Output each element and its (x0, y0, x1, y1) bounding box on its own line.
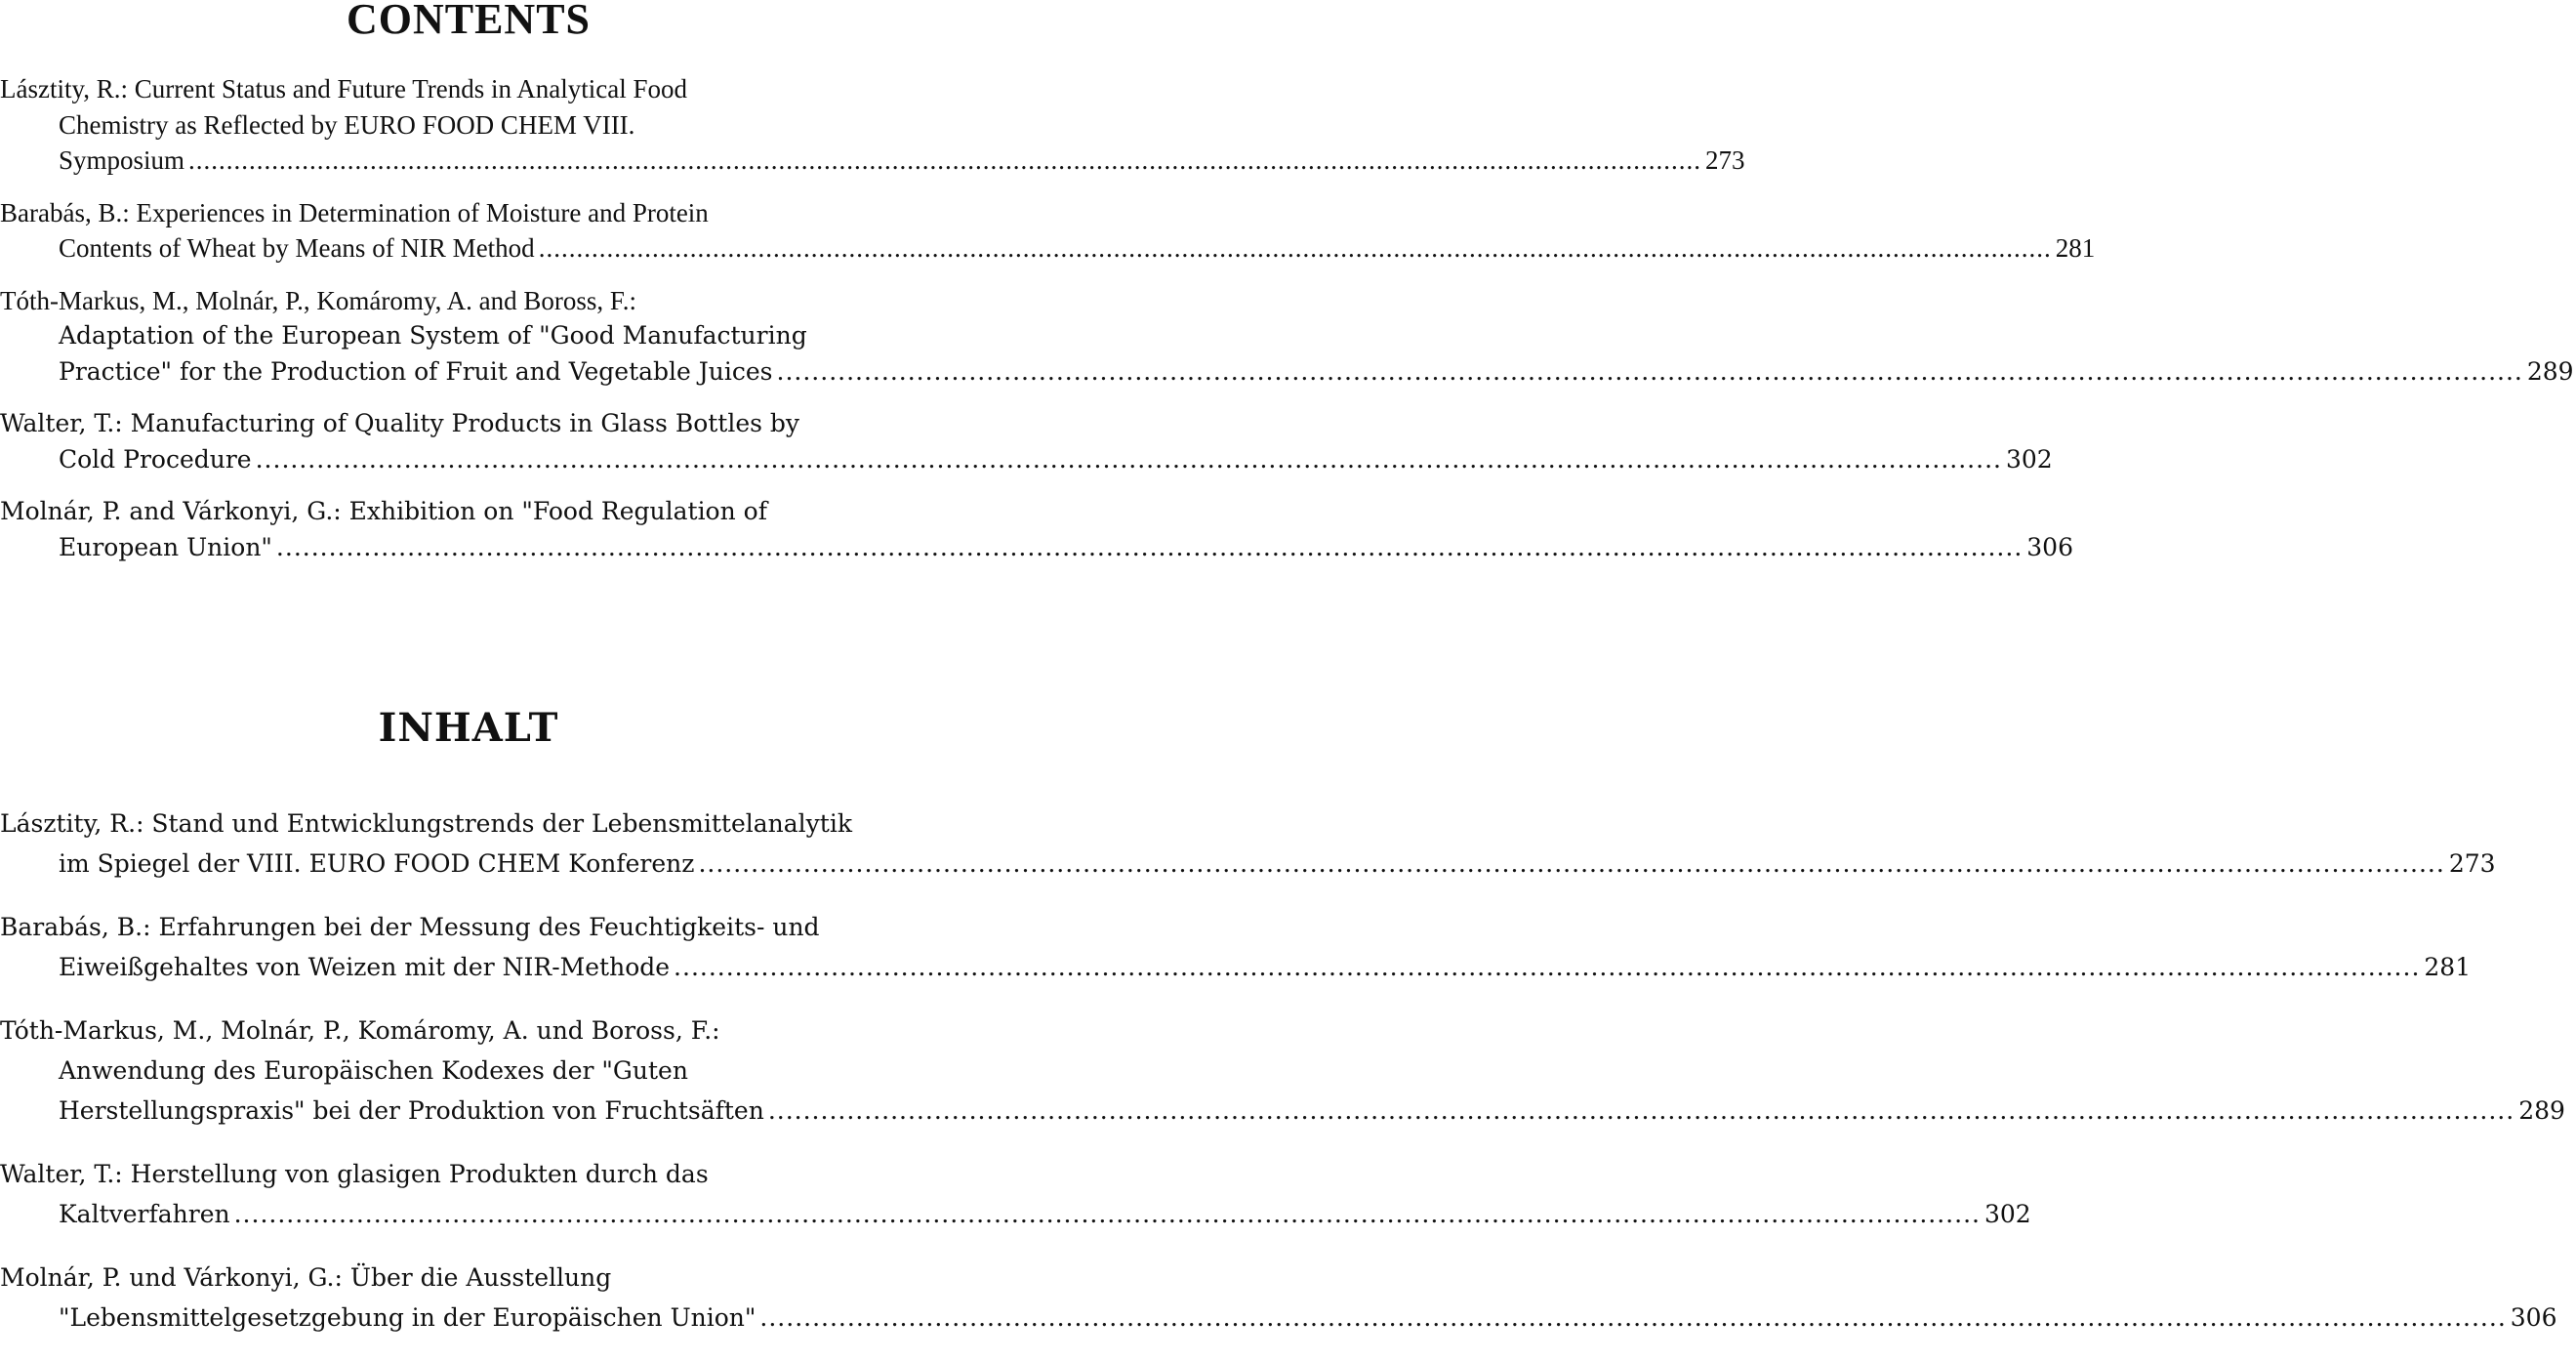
page-number: 289 (2526, 356, 2574, 386)
page-number: 273 (2448, 849, 2496, 878)
toc-entry-text: Herstellungspraxis" bei der Produktion von Fruchtsäften (59, 1096, 764, 1125)
toc-entry-line: Walter, T.: Herstellung von glasigen Produkten durch das (0, 1160, 709, 1188)
dot-leader: ........................................................................................................................................................................................................ (538, 233, 2052, 263)
dot-leader: ........................................................................................................................................................................................................ (674, 953, 2421, 981)
toc-entry-final-line (0, 530, 2073, 566)
toc-entry (0, 283, 2574, 391)
page-number: 281 (2055, 233, 2096, 263)
toc-entry-line: Anwendung des Europäischen Kodexes der "Guten (59, 1056, 688, 1085)
toc-entry-final-line (0, 1194, 2031, 1234)
toc-entry-final-line (0, 143, 1745, 179)
toc-entry-line: Lásztity, R.: Current Status and Future Trends in Analytical Food (0, 74, 687, 103)
toc-entry-line: Barabás, B.: Experiences in Determination of Moisture and Protein (0, 197, 709, 227)
dot-leader: ........................................................................................................................................................................................................ (233, 1200, 1981, 1228)
toc-entry-final-line (0, 230, 2096, 267)
toc-entry-final-line (0, 947, 2472, 987)
contents-heading: CONTENTS (346, 0, 592, 43)
toc-entry-final-line (0, 1298, 2557, 1338)
inhalt-heading: INHALT (378, 705, 559, 751)
page-number: 281 (2424, 953, 2472, 981)
toc-entry (0, 71, 1745, 179)
dot-leader: ........................................................................................................................................................................................................ (698, 849, 2445, 878)
inhalt-list (0, 804, 2565, 1361)
toc-entry (0, 804, 2496, 884)
page-number: 302 (2005, 444, 2053, 474)
toc-entry-line: Tóth-Markus, M., Molnár, P., Komáromy, A. and Boross, F.: (0, 285, 636, 315)
dot-leader: ........................................................................................................................................................................................................ (255, 444, 2002, 474)
toc-entry-line: Lásztity, R.: Stand und Entwicklungstrends der Lebensmittelanalytik (0, 809, 852, 838)
page-number: 306 (2510, 1303, 2557, 1332)
dot-leader: ........................................................................................................................................................................................................ (776, 356, 2523, 386)
toc-entry-text: im Spiegel der VIII. EURO FOOD CHEM Konferenz (59, 849, 695, 878)
toc-entry (0, 406, 2053, 477)
page-number: 289 (2518, 1096, 2565, 1125)
toc-entry (0, 195, 2096, 267)
page-number: 306 (2026, 532, 2073, 561)
page-number: 302 (1983, 1200, 2031, 1228)
toc-entry-text: Eiweißgehaltes von Weizen mit der NIR-Methode (59, 953, 671, 981)
contents-list (0, 71, 2574, 582)
dot-leader: ........................................................................................................................................................................................................ (767, 1096, 2515, 1125)
toc-entry-text: Cold Procedure (59, 444, 252, 474)
dot-leader: ........................................................................................................................................................................................................ (759, 1303, 2507, 1332)
dot-leader: ........................................................................................................................................................................................................ (275, 532, 2024, 561)
toc-entry-line: Barabás, B.: Erfahrungen bei der Messung des Feuchtigkeits- und (0, 913, 820, 941)
toc-entry-final-line (0, 844, 2496, 884)
toc-entry-text: Kaltverfahren (59, 1200, 230, 1228)
dot-leader: ........................................................................................................................................................................................................ (188, 145, 1702, 175)
toc-entry-text: Contents of Wheat by Means of NIR Method (59, 233, 535, 263)
toc-entry-final-line (0, 442, 2053, 478)
toc-entry-text: "Lebensmittelgesetzgebung in der Europäischen Union" (59, 1303, 756, 1332)
toc-entry (0, 494, 2073, 565)
toc-entry-line: Walter, T.: Manufacturing of Quality Products in Glass Bottles by (0, 409, 800, 437)
toc-entry (0, 1010, 2565, 1131)
toc-entry-line: Chemistry as Reflected by EURO FOOD CHEM VIII. (59, 109, 635, 140)
toc-entry-text: Symposium (59, 145, 185, 175)
toc-entry (0, 1258, 2557, 1338)
toc-entry-final-line (0, 354, 2574, 391)
toc-entry-final-line (0, 1091, 2565, 1131)
toc-entry (0, 1154, 2031, 1234)
toc-entry (0, 907, 2472, 987)
toc-entry-line: Adaptation of the European System of "Good Manufacturing (59, 321, 807, 350)
page-number: 273 (1705, 145, 1745, 175)
toc-entry-line: Tóth-Markus, M., Molnár, P., Komáromy, A. und Boross, F.: (0, 1016, 720, 1045)
toc-entry-line: Molnár, P. und Várkonyi, G.: Über die Ausstellung (0, 1263, 612, 1292)
toc-entry-line: Molnár, P. and Várkonyi, G.: Exhibition on "Food Regulation of (0, 497, 767, 525)
toc-entry-text: European Union" (59, 532, 272, 561)
toc-entry-text: Practice" for the Production of Fruit and Vegetable Juices (59, 356, 773, 386)
